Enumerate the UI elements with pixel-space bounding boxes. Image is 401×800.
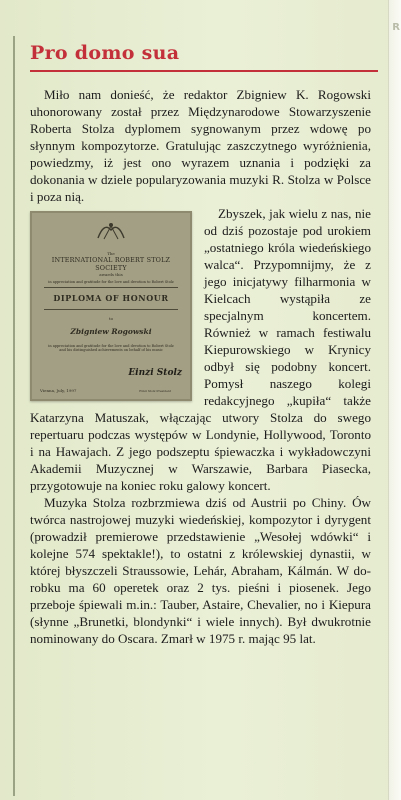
article-body [30, 86, 371, 647]
diploma-awards: awards this [99, 272, 123, 277]
diploma-photo [30, 211, 192, 401]
diploma-footer [40, 365, 182, 399]
diploma-the: The [107, 251, 115, 256]
diploma-subtitle: in appreciation and gratitude for the love and devotion to Robert Stolz [48, 280, 174, 284]
facing-page-edge [388, 0, 401, 800]
article-paragraph-1 [30, 86, 371, 205]
page-title: Pro domo sua [30, 42, 180, 64]
diploma-organization: INTERNATIONAL ROBERT STOLZ SOCIETY [51, 256, 171, 272]
column-rule [13, 36, 15, 796]
diploma-recipient: Zbigniew Rogowski [70, 326, 152, 336]
article-paragraph-3 [30, 494, 371, 647]
diploma-signature-caption: Einzi Stolz President [139, 388, 171, 393]
diploma-citation: in appreciation and gratitude for the love and devotion to Robert Stolz and his distinguished achievements on behalf of his music [48, 343, 174, 352]
paragraph-1-text: Miło nam donieść, że redaktor Zbigniew K. Rogowski uhonorowany został przez Międzynarodowe Stowarzyszenie Roberta Stolza dyplomem sygnowanym przez wdowę po słynnym kompozytorze. Gratulując zaszczytnego wyróżnienia, powiedzmy, iż jest ono wyrazem uznania i podzięki za dokonania w dziele popularyzowania muzyki R. Stolza w Polsce i poza nią. [30, 87, 371, 204]
diploma-signature: Einzi Stolz [128, 367, 182, 378]
paragraph-2-text: Zbyszek, jak wielu z nas, nie od dziś pozostaje pod urokiem „ostatniego króla wiedeńskiego walca“. Przypomnijmy, że z jego inicjatywy filharmonia w Kielcach wystąpiła ze specjalnym koncertem. Również w ramach festiwalu Kiepurowskiego w Krynicy odbył się podobny koncert. Pomysł naszego kolegi redakcyjnego „kupiła“ także Katarzyna Matuszak, włączając utwory Stolza do swego repertuaru podczas występów w Londynie, Hollywood, Toronto i na Hawajach. Z jego podszeptu śpiewaczka i wykładowczyni Akademii Muzycznej w Warszawie, Barbara Piasecka, przygotowuje na koniec roku galowy koncert. [30, 206, 371, 493]
title-underline [30, 70, 378, 72]
diploma-title: DIPLOMA OF HONOUR [44, 287, 178, 310]
crest-icon [96, 220, 126, 242]
diploma-place-date: Vienna, July, 1997 [40, 387, 77, 393]
corner-mark: R [392, 22, 400, 33]
paragraph-3-text: Muzyka Stolza rozbrzmiewa dziś od Austrii po Chiny. Ów twórca nastrojowej muzyki wiedeńskiej, kompozytor i dyrygent (prowadził premierowe przedstawienie „Wesołej wdówki“ i kolejne 574 spektakle!), to ostatni z królewskiej dynastii, w której błyszczeli Straussowie, Lehár, Abraham, Kálmán. W dorobku ma 60 operetek oraz 2 tys. pieśni i piosenek. Jego przeboje śpiewali m.in.: Tauber, Astaire, Chevalier, no i Kiepura (słynne „Brunetki, blondynki“ i wiele innych). Był dwukrotnie nominowany do Oscara. Zmarł w 1975 r. mając 95 lat. [30, 495, 371, 646]
diploma-signature-block [128, 365, 182, 399]
diploma-to: to [108, 315, 113, 321]
